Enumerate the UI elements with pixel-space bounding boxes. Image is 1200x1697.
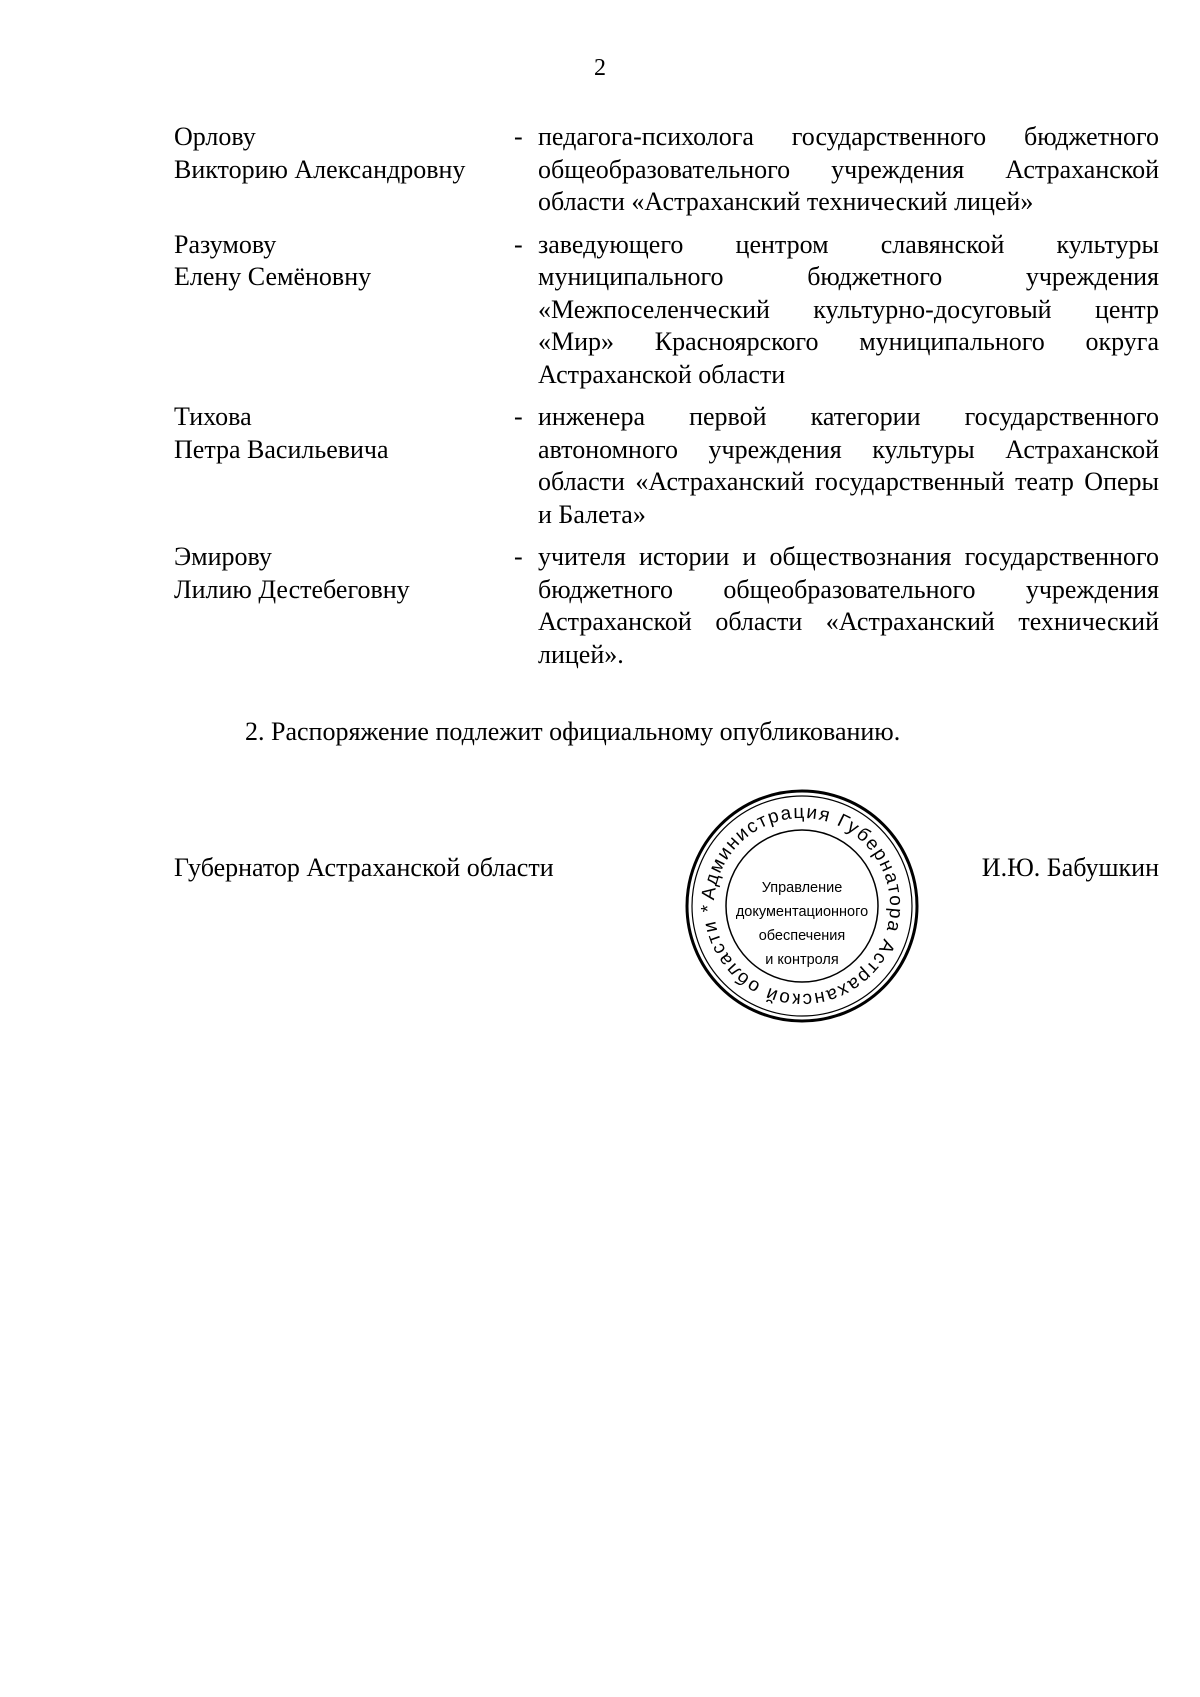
person-name: [174, 229, 514, 294]
person-surname: Разумову: [174, 229, 277, 259]
person-position: учителя истории и обществознания государственного бюджетного общеобразовательного учреждения Астраханской области «Астраханский технический лицей».: [538, 542, 1159, 669]
person-given-names: Викторию Александровну: [174, 154, 466, 184]
appointment-list: [174, 121, 1159, 681]
person-surname: Орлову: [174, 122, 256, 151]
person-position: педагога-психолога государственного бюджетного общеобразовательного учреждения Астраханской области «Астраханский технический лицей»: [538, 122, 1159, 216]
person-name: [174, 401, 514, 466]
dash-separator: -: [514, 402, 523, 431]
person-position: заведующего центром славянской культуры муниципального бюджетного учреждения «Межпоселенческий культурно-досуговый центр «Мир» Красноярского муниципального округа Астраханской области: [538, 229, 1159, 389]
dash-separator: -: [514, 229, 523, 259]
person-given-names: Елену Семёновну: [174, 262, 372, 291]
page-number: 2: [594, 55, 606, 81]
seal-ring-text: Администрация Губернатора Астраханской области *: [697, 801, 907, 1011]
seal-inner-line: документационного: [735, 904, 869, 920]
signer-name: И.Ю. Бабушкин: [981, 853, 1159, 882]
person-name: [174, 541, 514, 606]
official-seal: [684, 788, 920, 1024]
dash-separator: -: [514, 122, 523, 151]
seal-inner-text: [684, 876, 920, 972]
list-item: [174, 229, 1159, 392]
seal-inner-line: и контроля: [765, 952, 839, 968]
person-given-names: Петра Васильевича: [174, 434, 389, 464]
dash-separator: -: [514, 542, 523, 571]
seal-inner-line: Управление: [761, 880, 843, 896]
seal-inner-line: обеспечения: [758, 928, 846, 944]
signer-position: Губернатор Астраханской области: [174, 853, 554, 882]
list-item: [174, 121, 1159, 219]
person-surname: Тихова: [174, 402, 252, 431]
list-item: [174, 541, 1159, 671]
list-item: [174, 401, 1159, 531]
person-given-names: Лилию Дестебеговну: [174, 574, 410, 604]
person-name: [174, 121, 514, 186]
person-position: инженера первой категории государственного автономного учреждения культуры Астраханской области «Астраханский государственный театр Оперы и Балета»: [538, 402, 1159, 529]
publication-clause: 2. Распоряжение подлежит официальному опубликованию.: [245, 717, 901, 746]
person-surname: Эмирову: [174, 542, 272, 571]
